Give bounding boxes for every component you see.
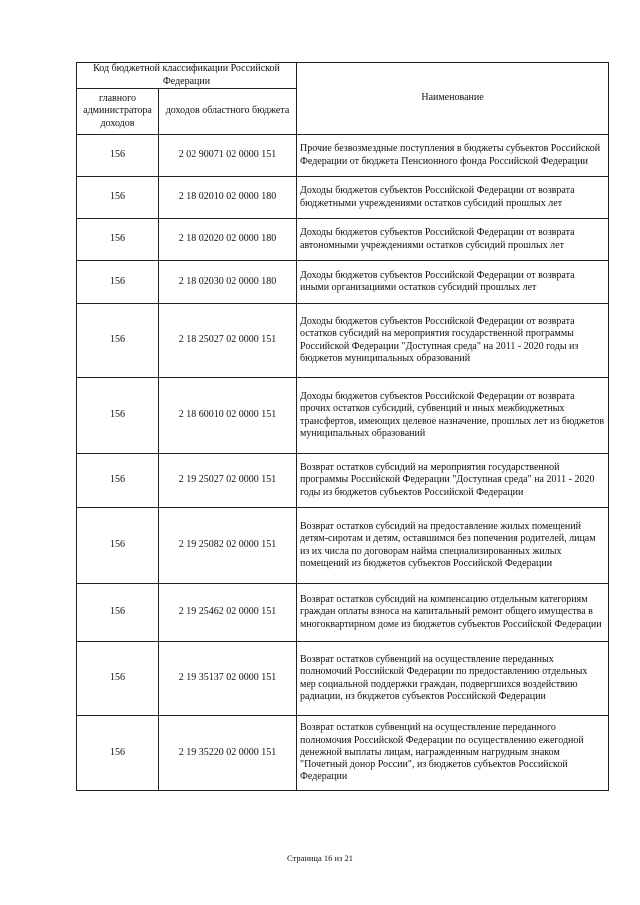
income-name-cell: Доходы бюджетов субъектов Российской Федерации от возврата автономными учреждениями остатков субсидий прошлых лет [297, 219, 609, 261]
header-name: Наименование [297, 63, 609, 135]
admin-code-cell: 156 [77, 135, 159, 177]
table-row [77, 135, 609, 177]
table-row [77, 716, 609, 791]
income-code-cell: 2 19 25027 02 0000 151 [159, 454, 297, 508]
budget-classification-table [76, 62, 609, 791]
admin-code-cell: 156 [77, 261, 159, 304]
table-row [77, 219, 609, 261]
income-name-cell: Возврат остатков субсидий на предоставление жилых помещений детям-сиротам и детям, оставшимся без попечения родителей, лицам из их числа по договорам найма специализированных жилых помещений из бюджетов субъектов Российской Федерации [297, 508, 609, 584]
table-row [77, 261, 609, 304]
income-code-cell: 2 19 35220 02 0000 151 [159, 716, 297, 791]
income-code-cell: 2 18 60010 02 0000 151 [159, 378, 297, 454]
admin-code-cell: 156 [77, 304, 159, 378]
income-code-cell: 2 18 02030 02 0000 180 [159, 261, 297, 304]
admin-code-cell: 156 [77, 584, 159, 642]
admin-code-cell: 156 [77, 642, 159, 716]
income-name-cell: Возврат остатков субвенций на осуществление переданного полномочия Российской Федерации по осуществлению ежегодной денежной выплаты лицам, награжденным нагрудным знаком "Почетный донор России", из бюджетов субъектов Российской Федерации [297, 716, 609, 791]
income-name-cell: Доходы бюджетов субъектов Российской Федерации от возврата остатков субсидий на мероприятия государственной программы Российской Федерации "Доступная среда" на 2011 - 2020 годы из бюджетов муниципальных образований [297, 304, 609, 378]
admin-code-cell: 156 [77, 378, 159, 454]
income-name-cell: Возврат остатков субсидий на компенсацию отдельным категориям граждан оплаты взноса на капитальный ремонт общего имущества в многоквартирном доме из бюджетов субъектов Российской Федерации [297, 584, 609, 642]
table-row [77, 642, 609, 716]
income-code-cell: 2 19 25082 02 0000 151 [159, 508, 297, 584]
income-name-cell: Доходы бюджетов субъектов Российской Федерации от возврата бюджетными учреждениями остатков субсидий прошлых лет [297, 177, 609, 219]
table-row [77, 304, 609, 378]
admin-code-cell: 156 [77, 454, 159, 508]
admin-code-cell: 156 [77, 716, 159, 791]
header-budget-classification-code: Код бюджетной классификации Российской Федерации [77, 63, 297, 89]
table-row [77, 378, 609, 454]
admin-code-cell: 156 [77, 508, 159, 584]
admin-code-cell: 156 [77, 177, 159, 219]
income-code-cell: 2 19 35137 02 0000 151 [159, 642, 297, 716]
income-name-cell: Доходы бюджетов субъектов Российской Федерации от возврата иными организациями остатков субсидий прошлых лет [297, 261, 609, 304]
income-name-cell: Доходы бюджетов субъектов Российской Федерации от возврата прочих остатков субсидий, субвенций и иных межбюджетных трансфертов, имеющих целевое назначение, прошлых лет из бюджетов муниципальных образований [297, 378, 609, 454]
income-code-cell: 2 19 25462 02 0000 151 [159, 584, 297, 642]
table-row [77, 177, 609, 219]
income-code-cell: 2 02 90071 02 0000 151 [159, 135, 297, 177]
income-name-cell: Прочие безвозмездные поступления в бюджеты субъектов Российской Федерации от бюджета Пенсионного фонда Российской Федерации [297, 135, 609, 177]
income-code-cell: 2 18 25027 02 0000 151 [159, 304, 297, 378]
income-name-cell: Возврат остатков субвенций на осуществление переданных полномочий Российской Федерации по предоставлению отдельных мер социальной поддержки граждан, подвергшихся воздействию радиации, из бюджетов субъектов Российской Федерации [297, 642, 609, 716]
admin-code-cell: 156 [77, 219, 159, 261]
income-code-cell: 2 18 02020 02 0000 180 [159, 219, 297, 261]
header-chief-administrator: главного администратора доходов [77, 89, 159, 135]
header-regional-budget-income: доходов областного бюджета [159, 89, 297, 135]
table-row [77, 508, 609, 584]
table-row [77, 454, 609, 508]
income-code-cell: 2 18 02010 02 0000 180 [159, 177, 297, 219]
income-name-cell: Возврат остатков субсидий на мероприятия государственной программы Российской Федерации "Доступная среда" на 2011 - 2020 годы из бюджетов субъектов Российской Федерации [297, 454, 609, 508]
table-row [77, 584, 609, 642]
page-number: Страница 16 из 21 [286, 853, 354, 863]
